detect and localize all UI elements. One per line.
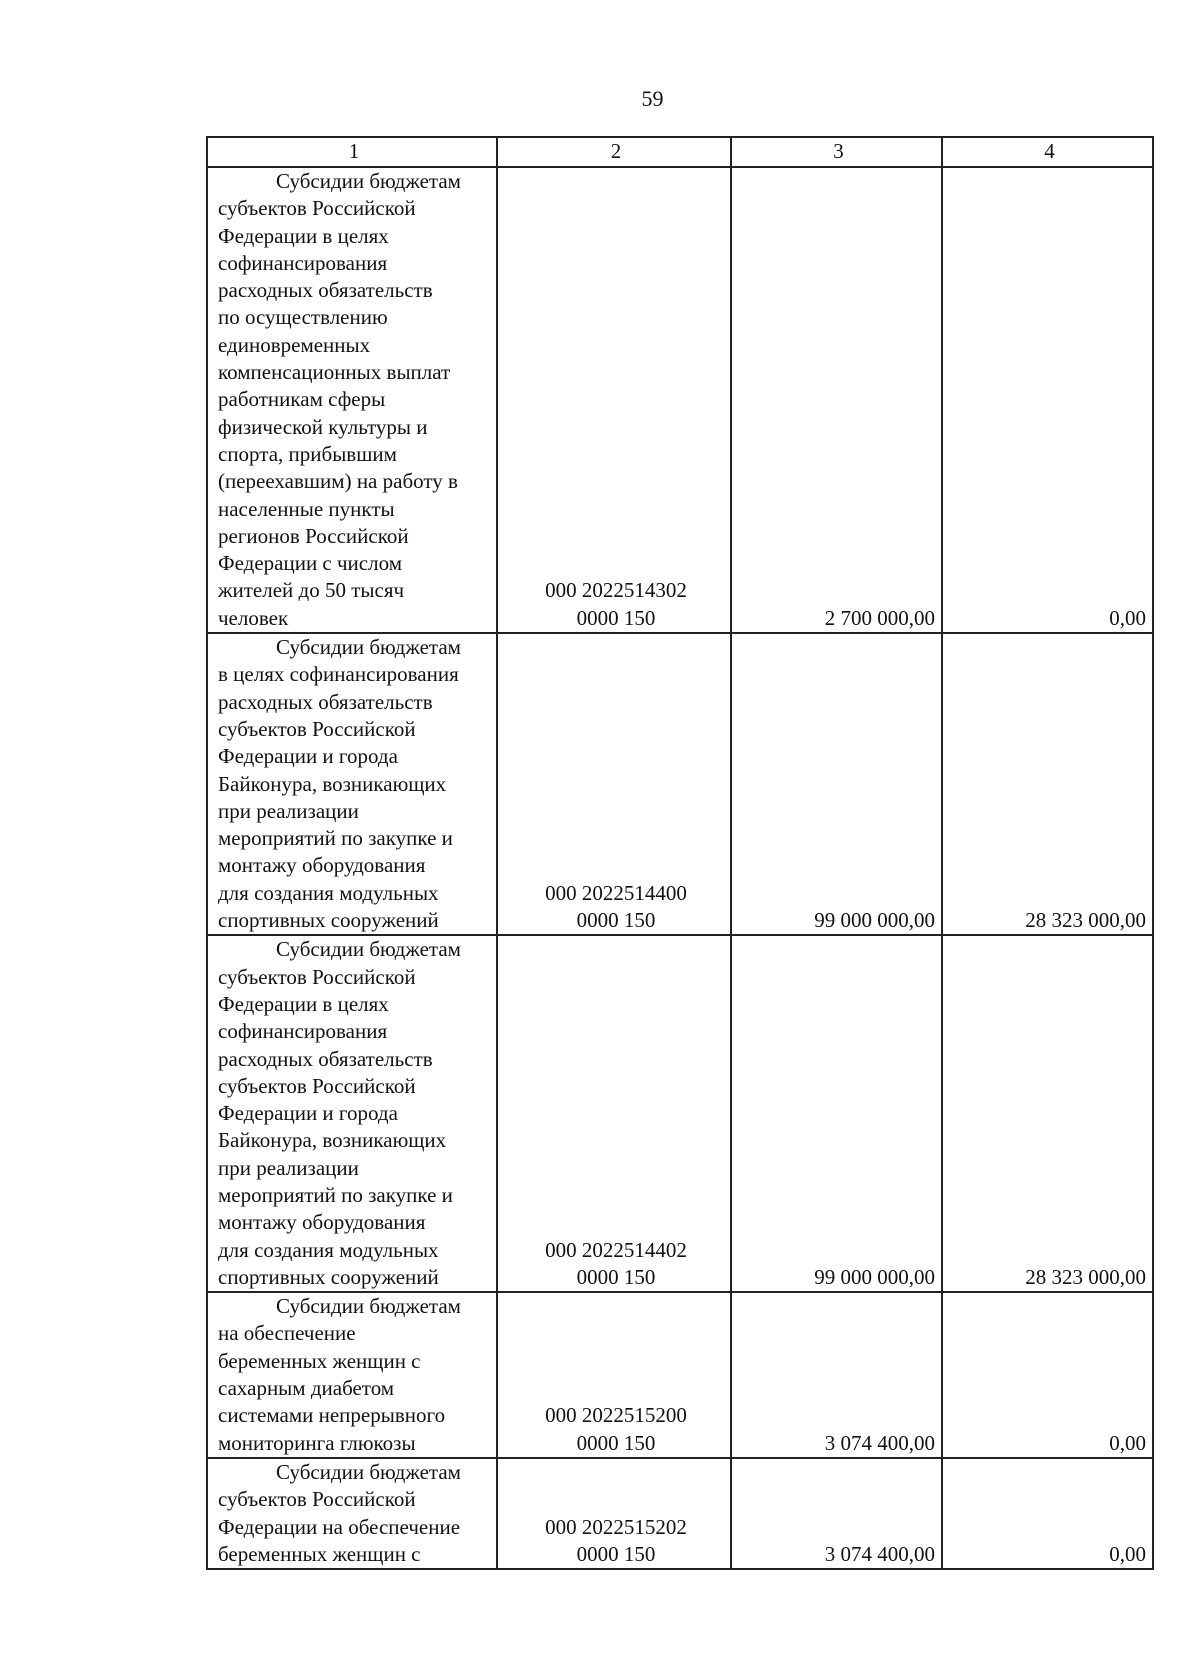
row-name-line: в целях софинансирования: [218, 662, 459, 687]
budget-table: [206, 136, 1154, 1570]
row-name-line: софинансирования: [218, 1019, 388, 1044]
row-name-cell: [207, 935, 497, 1292]
row-name-line: мероприятий по закупке и: [218, 826, 453, 851]
row-value-col4: 0,00: [942, 1292, 1153, 1458]
row-name-line: Субсидии бюджетам: [276, 1294, 461, 1319]
table-row: [207, 167, 1153, 633]
row-code-line: 000 2022515202: [545, 1514, 687, 1539]
row-value-col3: 3 074 400,00: [731, 1458, 942, 1569]
row-name-line: компенсационных выплат: [218, 360, 451, 385]
row-name-line: единовременных: [218, 332, 371, 357]
row-code-cell: [497, 633, 731, 935]
row-code-line: 000 2022514402: [545, 1237, 687, 1262]
row-name-line: расходных обязательств: [218, 689, 433, 714]
row-name-line: работникам сферы: [218, 387, 386, 412]
row-name-line: субъектов Российской: [218, 964, 416, 989]
row-name-line: мероприятий по закупке и: [218, 1182, 453, 1207]
row-name-cell: [207, 633, 497, 935]
row-name-line: по осуществлению: [218, 305, 388, 330]
row-name-line: при реализации: [218, 798, 359, 823]
row-name-line: Федерации в целях: [218, 223, 389, 248]
row-name-line: беременных женщин с: [218, 1348, 421, 1373]
row-name-line: беременных женщин с: [218, 1541, 421, 1566]
row-name-line: расходных обязательств: [218, 1046, 433, 1071]
row-code-line: 000 2022514302: [545, 578, 687, 603]
table-header: [207, 137, 1153, 167]
row-code-cell: [497, 1292, 731, 1458]
table-body: [207, 167, 1153, 1569]
row-name-line: при реализации: [218, 1155, 359, 1180]
row-code-line: 0000 150: [576, 1541, 656, 1566]
table-row: [207, 1292, 1153, 1458]
table-row: [207, 935, 1153, 1292]
row-value-col3: 3 074 400,00: [731, 1292, 942, 1458]
table-row: [207, 1458, 1153, 1569]
row-name-line: Федерации и города: [218, 744, 398, 769]
row-name-line: спорта, прибывшим: [218, 441, 397, 466]
row-name-line: регионов Российской: [218, 523, 409, 548]
row-code-line: 000 2022514400: [545, 880, 687, 905]
row-name-line: мониторинга глюкозы: [218, 1430, 416, 1455]
row-name-line: системами непрерывного: [218, 1403, 446, 1428]
header-col-4: 4: [942, 137, 1153, 167]
row-name-line: спортивных сооружений: [218, 1264, 439, 1289]
header-col-1: 1: [207, 137, 497, 167]
row-name-line: Байконура, возникающих: [218, 771, 447, 796]
row-name-line: Федерации и города: [218, 1101, 398, 1126]
row-name-line: Субсидии бюджетам: [276, 937, 461, 962]
row-code-cell: [497, 935, 731, 1292]
row-code-line: 0000 150: [576, 1430, 656, 1455]
table-row: [207, 633, 1153, 935]
row-name-line: спортивных сооружений: [218, 908, 439, 933]
row-name-line: Федерации с числом: [218, 551, 402, 576]
page-number: 59: [641, 86, 664, 111]
row-name-line: для создания модульных: [218, 880, 439, 905]
row-value-col4: 28 323 000,00: [942, 935, 1153, 1292]
row-name-line: субъектов Российской: [218, 196, 416, 221]
row-name-line: Субсидии бюджетам: [276, 169, 461, 193]
row-name-line: Федерации на обеспечение: [218, 1514, 461, 1539]
row-value-col4: 28 323 000,00: [942, 633, 1153, 935]
row-name-line: населенные пункты: [218, 496, 395, 521]
row-name-line: софинансирования: [218, 250, 388, 275]
row-name-line: монтажу оборудования: [218, 1210, 426, 1235]
row-name-line: субъектов Российской: [218, 1487, 416, 1512]
header-row: [207, 137, 1153, 167]
row-name-line: человек: [218, 605, 289, 630]
row-name-line: Федерации в целях: [218, 991, 389, 1016]
row-value-col3: 2 700 000,00: [731, 167, 942, 633]
row-name-line: субъектов Российской: [218, 716, 416, 741]
header-col-2: 2: [497, 137, 731, 167]
row-code-cell: [497, 1458, 731, 1569]
row-name-cell: [207, 167, 497, 633]
row-name-line: сахарным диабетом: [218, 1376, 395, 1401]
row-code-line: 000 2022515200: [545, 1403, 687, 1428]
row-name-cell: [207, 1292, 497, 1458]
row-name-line: расходных обязательств: [218, 278, 433, 303]
row-code-line: 0000 150: [576, 605, 656, 630]
row-value-col3: 99 000 000,00: [731, 633, 942, 935]
row-name-line: Байконура, возникающих: [218, 1128, 447, 1153]
row-value-col4: 0,00: [942, 1458, 1153, 1569]
row-name-line: жителей до 50 тысяч: [218, 578, 405, 603]
row-value-col4: 0,00: [942, 167, 1153, 633]
header-col-3: 3: [731, 137, 942, 167]
row-code-cell: [497, 167, 731, 633]
row-name-line: субъектов Российской: [218, 1073, 416, 1098]
row-name-line: Субсидии бюджетам: [276, 635, 461, 660]
row-value-col3: 99 000 000,00: [731, 935, 942, 1292]
row-code-line: 0000 150: [576, 1264, 656, 1289]
row-name-line: физической культуры и: [218, 414, 428, 439]
row-name-line: (переехавшим) на работу в: [218, 469, 458, 494]
row-code-line: 0000 150: [576, 908, 656, 933]
row-name-line: для создания модульных: [218, 1237, 439, 1262]
row-name-line: Субсидии бюджетам: [276, 1459, 461, 1484]
row-name-line: монтажу оборудования: [218, 853, 426, 878]
row-name-line: на обеспечение: [218, 1321, 356, 1346]
row-name-cell: [207, 1458, 497, 1569]
